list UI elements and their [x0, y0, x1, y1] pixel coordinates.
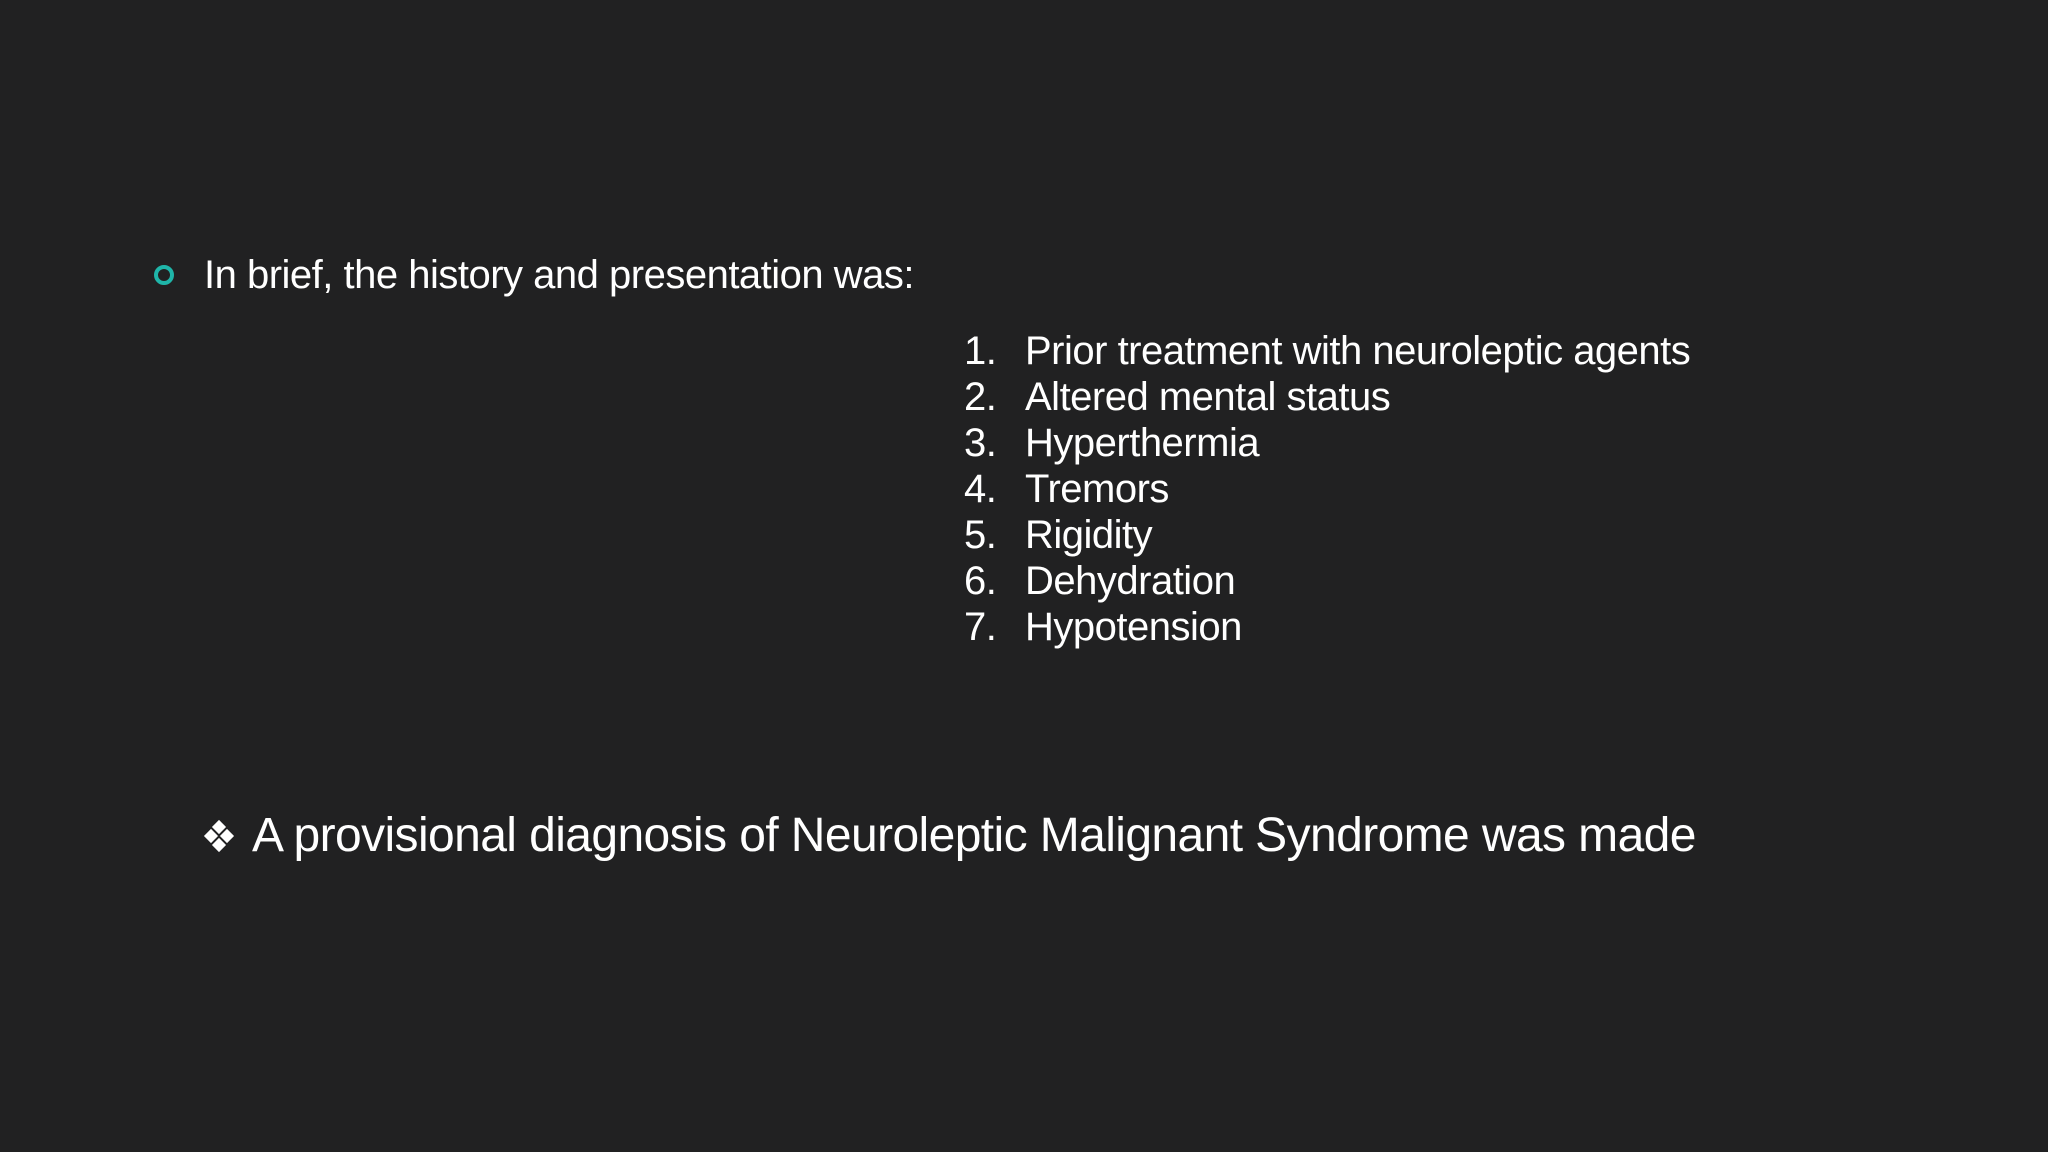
list-item-label: Dehydration: [1025, 558, 1236, 603]
list-item-number: 5.: [964, 512, 997, 557]
list-item: [964, 374, 1690, 420]
four-diamond-icon: [203, 820, 236, 853]
list-item: [964, 604, 1690, 650]
findings-list: [964, 328, 1690, 650]
list-item-label: Hyperthermia: [1025, 420, 1260, 465]
list-item: [964, 328, 1690, 374]
list-item-number: 1.: [964, 328, 997, 373]
list-item: [964, 466, 1690, 512]
list-item-label: Altered mental status: [1025, 374, 1391, 419]
list-item: [964, 558, 1690, 604]
list-item-label: Prior treatment with neuroleptic agents: [1025, 328, 1691, 373]
list-item-number: 3.: [964, 420, 997, 465]
intro-bullet: [154, 247, 914, 303]
intro-text: In brief, the history and presentation was:: [204, 253, 915, 297]
list-item-label: Tremors: [1025, 466, 1169, 511]
conclusion-bullet: [203, 804, 1696, 868]
list-item-number: 4.: [964, 466, 997, 511]
list-item: [964, 420, 1690, 466]
list-item-number: 2.: [964, 374, 997, 419]
list-item: [964, 512, 1690, 558]
ring-bullet-icon: [154, 265, 174, 285]
list-item-number: 7.: [964, 604, 997, 649]
conclusion-text: A provisional diagnosis of Neuroleptic Malignant Syndrome was made: [252, 809, 1696, 862]
list-item-label: Hypotension: [1025, 604, 1242, 649]
list-item-number: 6.: [964, 558, 997, 603]
list-item-label: Rigidity: [1025, 512, 1153, 557]
